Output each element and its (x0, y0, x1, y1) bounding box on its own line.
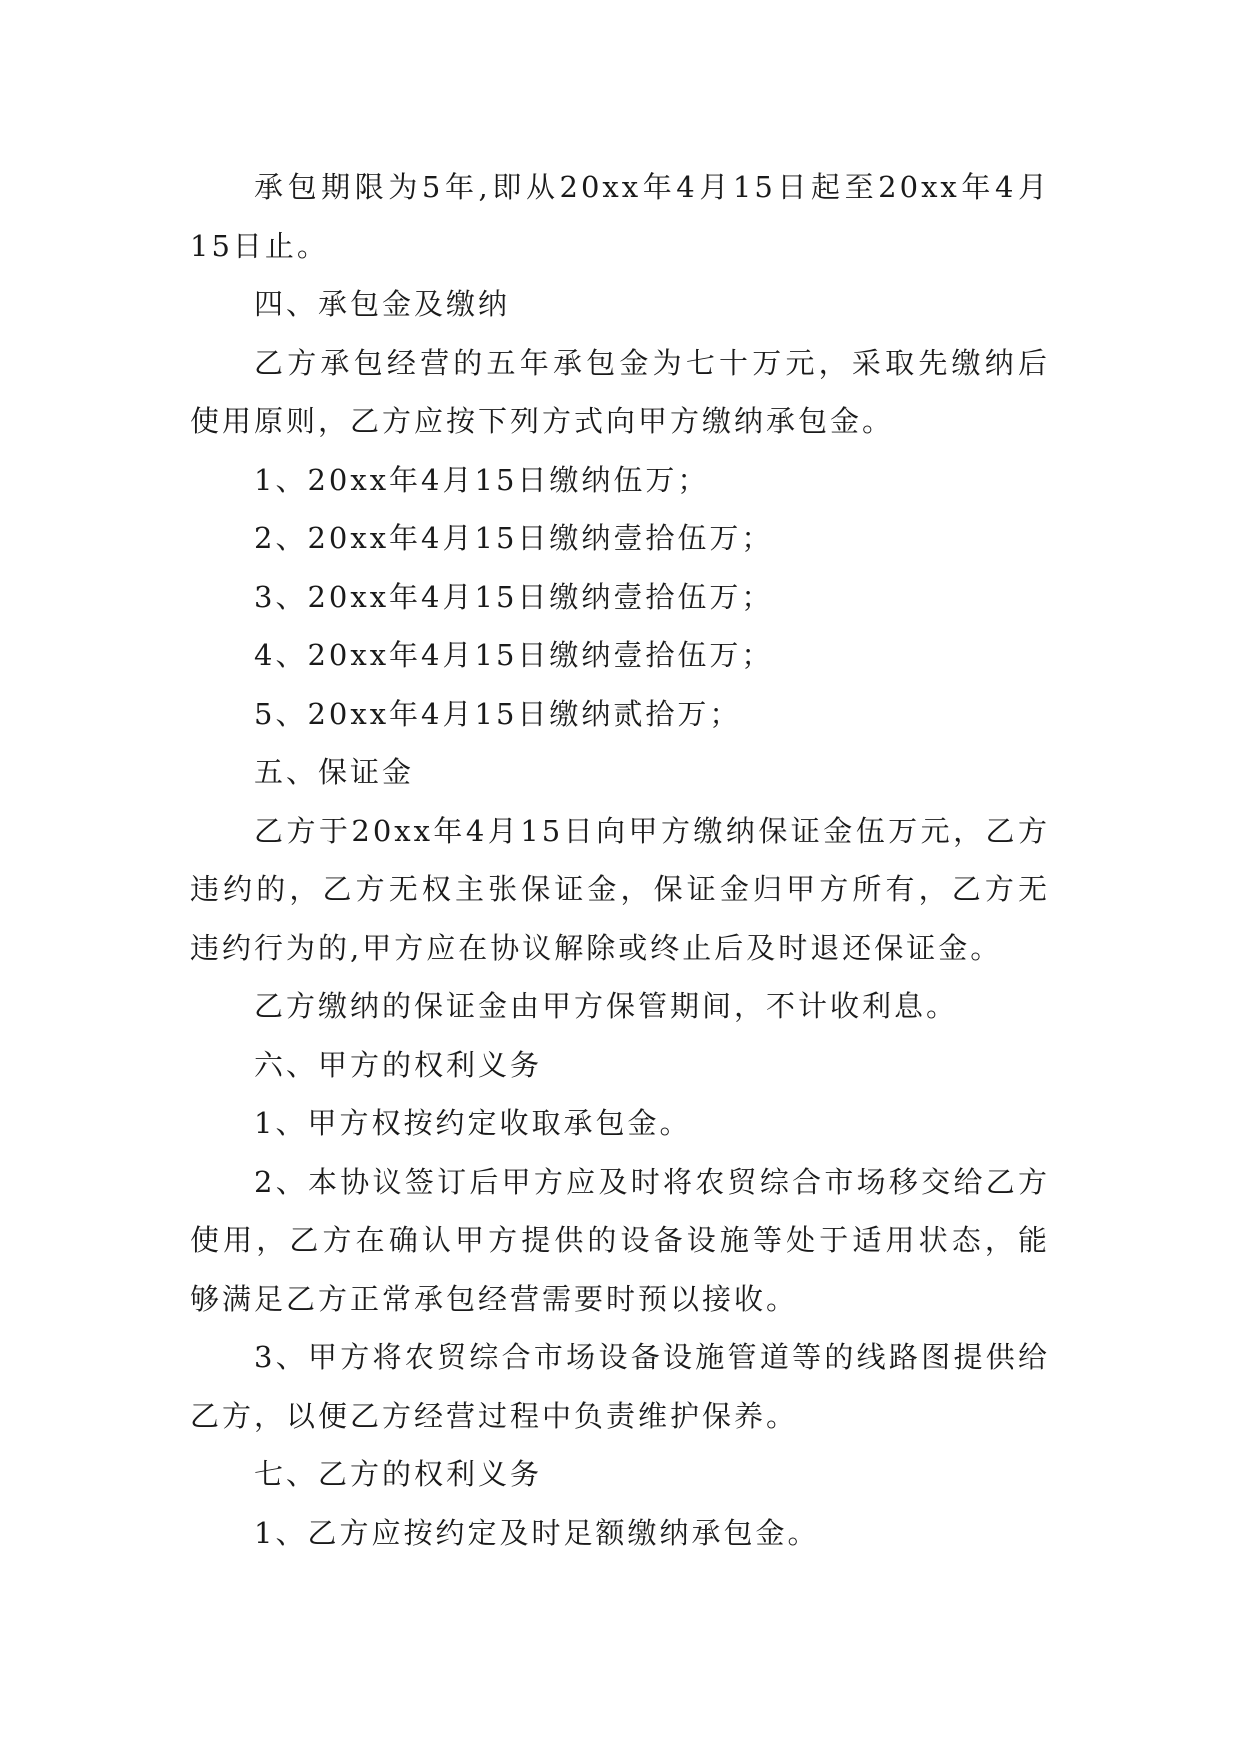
document-body (190, 158, 1050, 1562)
list-item-payment-1: 1、20xx年4月15日缴纳伍万； (254, 462, 710, 497)
paragraph-deposit: 乙方于20xx年4月15日向甲方缴纳保证金伍万元，乙方违约的，乙方无权主张保证金，保证金归甲方所有，乙方无违约行为的,甲方应在协议解除或终止后及时退还保证金。 (190, 813, 1050, 965)
paragraph-contract-fee: 乙方承包经营的五年承包金为七十万元，采取先缴纳后使用原则，乙方应按下列方式向甲方缴纳承包金。 (190, 345, 1050, 438)
list-item-payment-4: 4、20xx年4月15日缴纳壹拾伍万； (254, 638, 774, 672)
heading-section-4: 四、承包金及缴纳 (254, 287, 511, 321)
heading-section-5: 五、保证金 (254, 755, 415, 789)
list-item-party-a-3: 3、甲方将农贸综合市场设备设施管道等的线路图提供给乙方，以便乙方经营过程中负责维护保养。 (190, 1340, 1050, 1433)
list-item-payment-2: 2、20xx年4月15日缴纳壹拾伍万； (254, 521, 774, 555)
heading-section-7: 七、乙方的权利义务 (254, 1457, 543, 1491)
paragraph-term: 承包期限为5年,即从20xx年4月15日起至20xx年4月15日止。 (190, 170, 1050, 263)
paragraph-deposit-interest: 乙方缴纳的保证金由甲方保管期间，不计收利息。 (254, 989, 959, 1023)
list-item-party-a-1: 1、甲方权按约定收取承包金。 (254, 1106, 692, 1140)
list-item-payment-3: 3、20xx年4月15日缴纳壹拾伍万； (254, 579, 774, 614)
list-item-party-a-2: 2、本协议签订后甲方应及时将农贸综合市场移交给乙方使用，乙方在确认甲方提供的设备设施等处于适用状态，能够满足乙方正常承包经营需要时预以接收。 (190, 1164, 1050, 1316)
heading-section-6: 六、甲方的权利义务 (254, 1047, 543, 1082)
list-item-party-b-1: 1、乙方应按约定及时足额缴纳承包金。 (254, 1515, 820, 1550)
list-item-payment-5: 5、20xx年4月15日缴纳贰拾万； (254, 696, 742, 731)
